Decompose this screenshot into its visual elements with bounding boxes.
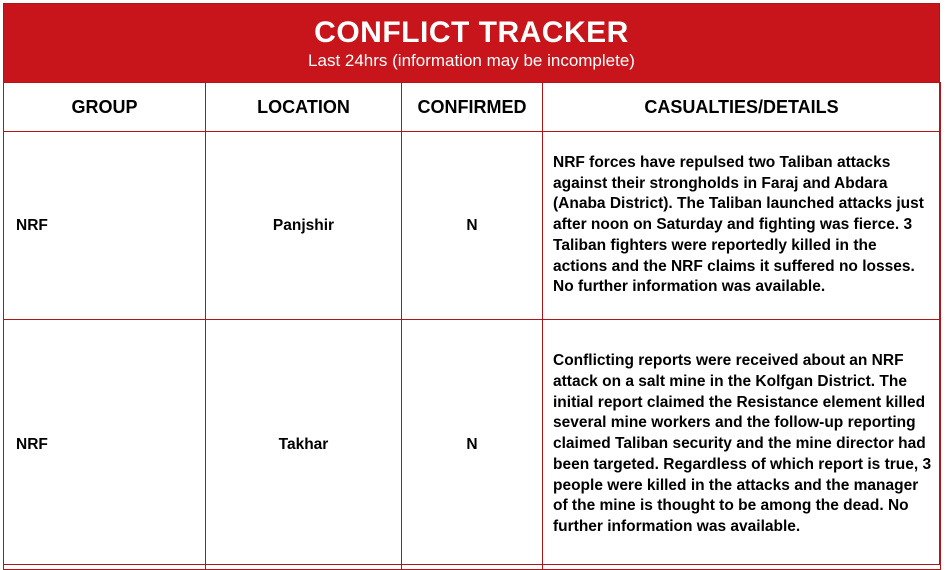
conflict-table: [3, 82, 941, 570]
table-row: [4, 320, 941, 570]
column-header-location: LOCATION: [206, 83, 402, 132]
column-header-details: CASUALTIES/DETAILS: [543, 83, 941, 132]
cell-confirmed: N: [402, 132, 543, 320]
cell-details: Conflicting reports were received about an NRF attack on a salt mine in the Kolfgan District. The initial report claimed the Resistance element killed several mine workers and the follow-up reporting claimed Taliban security and the mine director had been targeted. Regardless of which report is true, 3 people were killed in the attacks and the manager of the mine is thought to be among the dead. No further information was available.: [543, 320, 941, 570]
conflict-tracker-panel: [3, 3, 940, 565]
cell-group: NRF: [4, 132, 206, 320]
cell-confirmed: N: [402, 320, 543, 570]
page-subtitle: Last 24hrs (information may be incomplete): [308, 51, 635, 70]
table-row: [4, 132, 941, 320]
tracker-header: [4, 4, 939, 83]
cell-location: Panjshir: [206, 132, 402, 320]
column-header-group: GROUP: [4, 83, 206, 132]
cell-group: NRF: [4, 320, 206, 570]
table-header-row: [4, 83, 941, 132]
page-title: CONFLICT TRACKER: [314, 16, 629, 49]
cell-details: NRF forces have repulsed two Taliban attacks against their strongholds in Faraj and Abdara (Anaba District). The Taliban launched attacks just after noon on Saturday and fighting was fierce. 3 Taliban fighters were reportedly killed in the actions and the NRF claims it suffered no losses. No further information was available.: [543, 132, 941, 320]
column-header-confirmed: CONFIRMED: [402, 83, 543, 132]
cell-location: Takhar: [206, 320, 402, 570]
